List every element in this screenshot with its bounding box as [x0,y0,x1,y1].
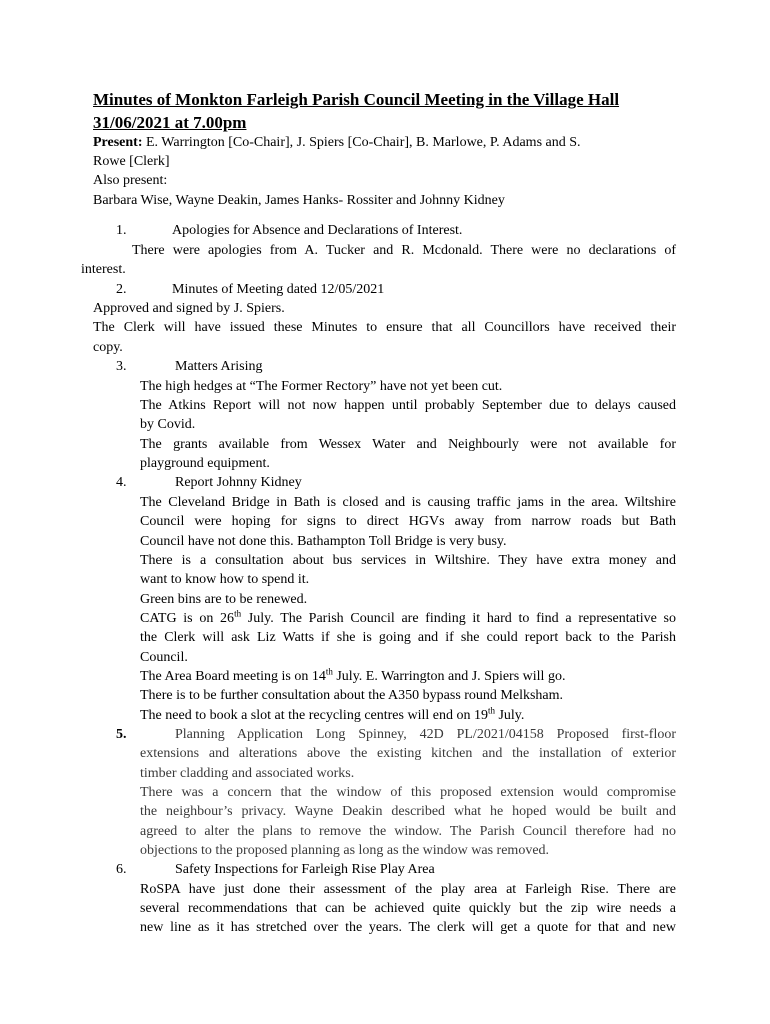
item-body-line: The Atkins Report will not now happen until probably September due to delays caused [140,398,676,413]
item-body-line: objections to the proposed planning as long as the window was removed. [140,843,550,858]
item-body-line: the neighbour’s privacy. Wayne Deakin described what he hoped would be built and [140,804,676,819]
also-present-label: Also present: [93,173,168,188]
present-label: Present: [93,135,143,150]
item-body-line: The need to book a slot at the recycling centres will end on 19th July. [140,705,525,723]
item-heading: Safety Inspections for Farleigh Rise Play Area [175,862,435,877]
document-title-line-1: Minutes of Monkton Farleigh Parish Council Meeting in the Village Hall [93,90,620,109]
item-body-line: copy. [93,340,123,355]
item-number: 1. [116,223,127,238]
item-body-line: There is to be further consultation about the A350 bypass round Melksham. [140,688,564,703]
item-heading: Apologies for Absence and Declarations of Interest. [172,223,463,238]
item-body-line: The Clerk will have issued these Minutes to ensure that all Councillors have received their [93,320,676,335]
item-body-line: RoSPA have just done their assessment of the play area at Farleigh Rise. There are [140,882,676,897]
also-present-names: Barbara Wise, Wayne Deakin, James Hanks- Rossiter and Johnny Kidney [93,193,505,208]
item-body-line: The high hedges at “The Former Rectory” have not yet been cut. [140,379,503,394]
item-number: 3. [116,359,127,374]
item-heading: Report Johnny Kidney [175,475,302,490]
item-body-line: The Area Board meeting is on 14th July. E. Warrington and J. Spiers will go. [140,666,566,684]
item-body-line: There is a consultation about bus services in Wiltshire. They have extra money and [140,553,676,568]
item-body-line: CATG is on 26th July. The Parish Council are finding it hard to find a representative so [140,608,676,626]
item-body-line: playground equipment. [140,456,270,471]
item-body-line: new line as it has stretched over the years. The clerk will get a quote for that and new [140,920,676,935]
present-line-2: Rowe [Clerk] [93,154,170,169]
item-body-line: interest. [81,262,126,277]
present-line-1 [93,133,581,152]
item-number: 6. [116,862,127,877]
item-number: 2. [116,282,127,297]
item-body-line: Green bins are to be renewed. [140,592,308,607]
item-heading: Planning Application Long Spinney, 42D PL/2021/04158 Proposed first-floor [175,727,676,742]
item-body-line: The Cleveland Bridge in Bath is closed and is causing traffic jams in the area. Wiltshire [140,495,676,510]
item-body-line: timber cladding and associated works. [140,766,355,781]
item-heading: Minutes of Meeting dated 12/05/2021 [172,282,385,297]
item-body-line: want to know how to spend it. [140,572,310,587]
item-body-line: The grants available from Wessex Water and Neighbourly were not available for [140,437,676,452]
present-names: E. Warrington [Co-Chair], J. Spiers [Co-Chair], B. Marlowe, P. Adams and S. [142,135,581,150]
item-body-line: There were apologies from A. Tucker and R. Mcdonald. There were no declarations of [132,243,676,258]
item-body-line: Council have not done this. Bathampton Toll Bridge is very busy. [140,534,507,549]
item-body-line: Approved and signed by J. Spiers. [93,301,285,316]
item-body-line: the Clerk will ask Liz Watts if she is going and if she could report back to the Parish [140,630,676,645]
item-heading: Matters Arising [175,359,263,374]
item-body-line: agreed to alter the plans to remove the window. The Parish Council therefore had no [140,824,676,839]
item-body-line: Council were hoping for signs to direct HGVs away from narrow roads but Bath [140,514,676,529]
item-number: 4. [116,475,127,490]
item-body-line: several recommendations that can be achieved quite quickly but the zip wire needs a [140,901,676,916]
item-body-line: extensions and alterations above the existing kitchen and the installation of exterior [140,746,676,761]
document-title-line-2: 31/06/2021 at 7.00pm [93,113,247,132]
item-body-line: Council. [140,650,188,665]
item-number: 5. [116,727,127,742]
item-body-line: by Covid. [140,417,196,432]
item-body-line: There was a concern that the window of this proposed extension would compromise [140,785,676,800]
